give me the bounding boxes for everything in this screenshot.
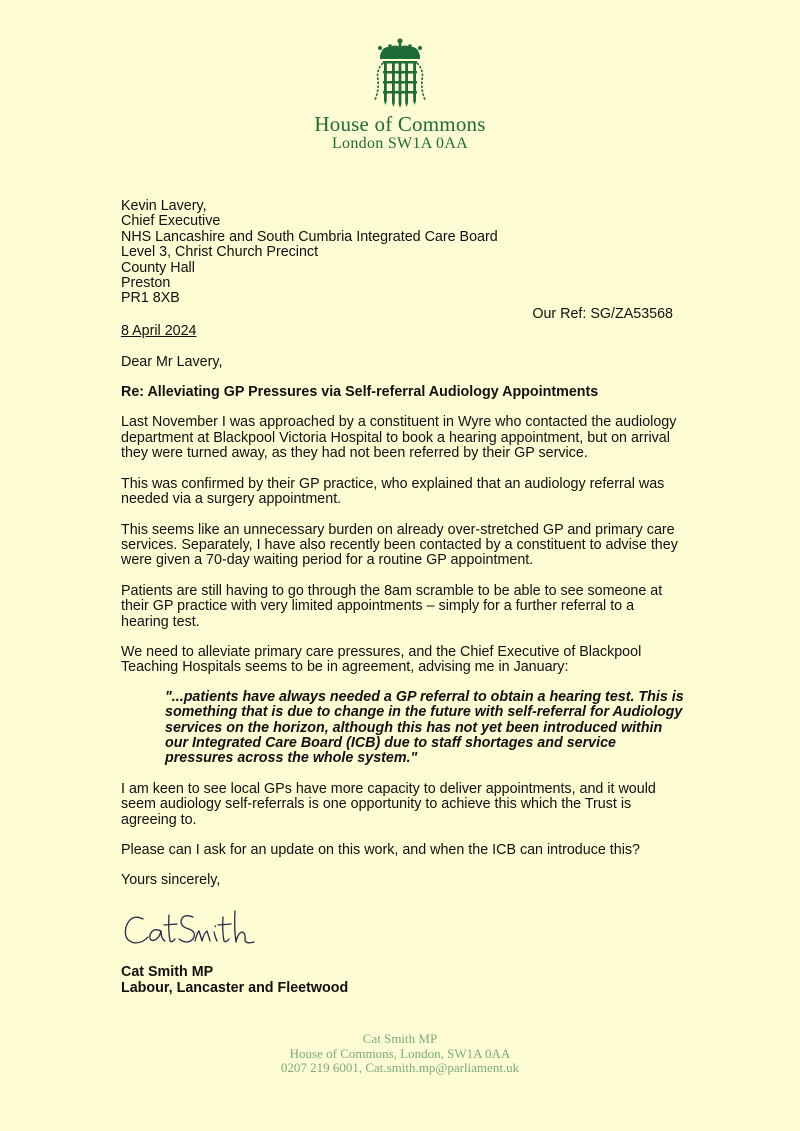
portcullis-crown-icon bbox=[370, 38, 430, 110]
footer-name: Cat Smith MP bbox=[362, 1031, 438, 1046]
recipient-line: Kevin Lavery, bbox=[121, 198, 207, 214]
reference: Our Ref: SG/ZA53568 bbox=[532, 305, 673, 322]
footer-contact: 0207 219 6001, Cat.smith.mp@parliament.uk bbox=[280, 1060, 520, 1075]
letter-body bbox=[121, 198, 684, 889]
recipient-line: Level 3, Christ Church Precinct bbox=[121, 244, 319, 261]
paragraph: We need to alleviate primary care pressures, and the Chief Executive of Blackpool Teaching Hospitals seems to be in agreement, advising me in January: bbox=[121, 643, 642, 676]
recipient-line: NHS Lancashire and South Cumbria Integrated Care Board bbox=[121, 228, 498, 245]
signer-name: Cat Smith MP bbox=[121, 964, 214, 980]
recipient-line: Chief Executive bbox=[121, 213, 221, 230]
org-address: London SW1A 0AA bbox=[331, 135, 469, 152]
paragraph: This seems like an unnecessary burden on already over-stretched GP and primary care services. Separately, I have also recently been contacted by a constituent to advise they were given a 70-day waiting period for a routine GP appointment. bbox=[121, 521, 678, 569]
block-quote: "...patients have always needed a GP referral to obtain a hearing test. This is something that is due to change in the future with self-referral for Audiology services on the horizon, although this has not yet been introduced within our Integrated Care Board (ICB) due to staff shortages and service pressures across the whole system." bbox=[165, 688, 684, 767]
recipient-line: PR1 8XB bbox=[121, 290, 180, 307]
handwritten-signature bbox=[121, 905, 261, 953]
recipient-address bbox=[121, 199, 681, 307]
signer-title: Labour, Lancaster and Fleetwood bbox=[121, 980, 349, 996]
footer bbox=[0, 1032, 800, 1076]
salutation: Dear Mr Lavery, bbox=[121, 353, 223, 370]
org-name: House of Commons bbox=[314, 112, 486, 136]
recipient-line: County Hall bbox=[121, 259, 195, 276]
footer-address: House of Commons, London, SW1A 0AA bbox=[289, 1045, 511, 1061]
letter-date: 8 April 2024 bbox=[121, 323, 197, 340]
closing: Yours sincerely, bbox=[121, 872, 221, 889]
signer-block bbox=[121, 964, 348, 996]
paragraph: Patients are still having to go through the 8am scramble to be able to see someone at their GP practice with very limited appointments – simply for a further referral to a hearing test. bbox=[121, 582, 663, 630]
recipient-line: Preston bbox=[121, 275, 171, 292]
subject-line: Re: Alleviating GP Pressures via Self-referral Audiology Appointments bbox=[121, 384, 599, 401]
paragraph: This was confirmed by their GP practice, who explained that an audiology referral was needed via a surgery appointment. bbox=[121, 475, 665, 508]
paragraph: I am keen to see local GPs have more capacity to deliver appointments, and it would seem audiology self-referrals is one opportunity to achieve this which the Trust is agreeing to. bbox=[121, 780, 656, 828]
paragraph: Please can I ask for an update on this work, and when the ICB can introduce this? bbox=[121, 842, 640, 858]
paragraph: Last November I was approached by a constituent in Wyre who contacted the audiology department at Blackpool Victoria Hospital to book a hearing appointment, but on arrival they were turned away, as they had not been referred by their GP service. bbox=[121, 414, 677, 462]
